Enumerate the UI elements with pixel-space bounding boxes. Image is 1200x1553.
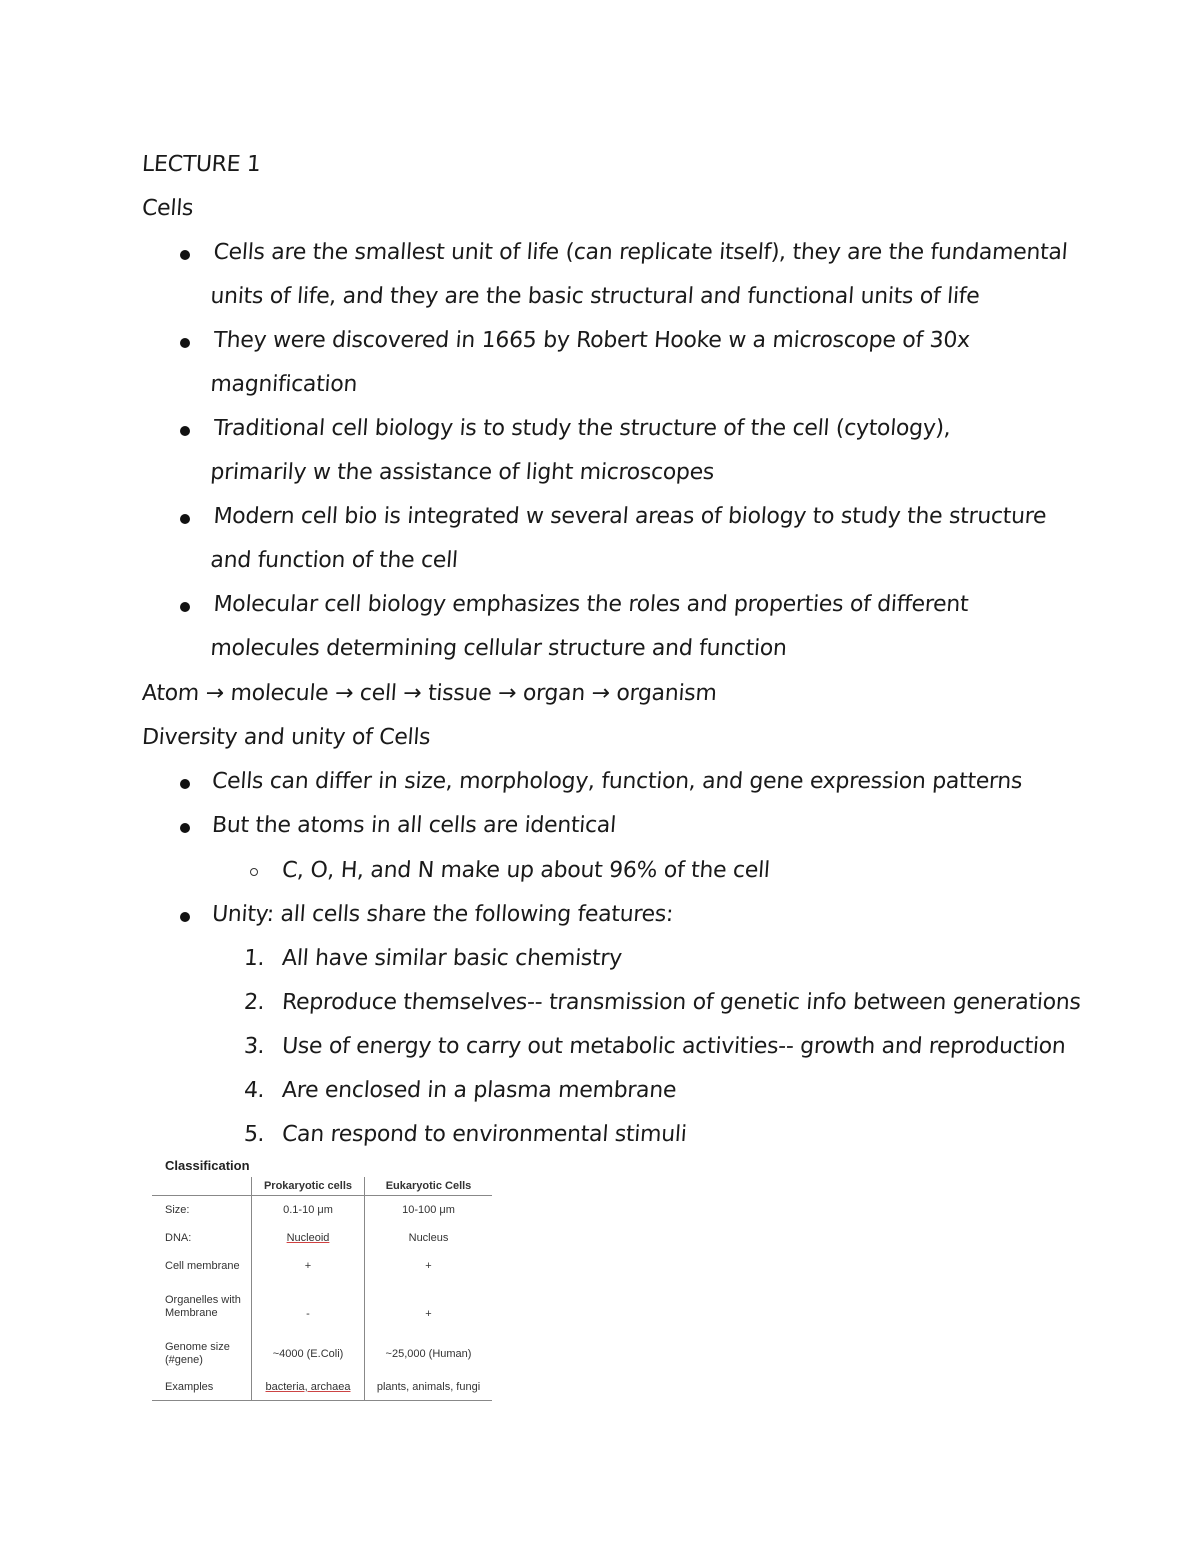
row-label: Examples bbox=[152, 1374, 252, 1401]
bullet-text: Molecular cell biology emphasizes the roles and properties of different molecules determining cellular structure and function bbox=[209, 592, 970, 661]
list-item bbox=[209, 231, 1075, 319]
eukaryotic-cell: ~25,000 (Human) bbox=[385, 1347, 472, 1360]
prokaryotic-cell: Nucleoid bbox=[286, 1231, 330, 1244]
numbered-item bbox=[242, 1069, 677, 1113]
lecture-title: LECTURE 1 bbox=[141, 152, 262, 177]
sub-bullet-circle bbox=[250, 868, 258, 876]
bullet-dot bbox=[180, 779, 190, 789]
bullet-dot bbox=[180, 602, 190, 612]
item-text: Reproduce themselves-- transmission of genetic info between generations bbox=[281, 990, 1082, 1015]
list-item bbox=[209, 319, 975, 407]
table-header-cell: Prokaryotic cells bbox=[252, 1177, 365, 1196]
bullet-dot bbox=[180, 912, 190, 922]
item-number: 1. bbox=[243, 946, 266, 971]
list-item bbox=[209, 495, 1075, 583]
numbered-item bbox=[242, 1025, 1067, 1069]
list-item bbox=[209, 407, 1045, 495]
bullet-text: Cells can differ in size, morphology, function, and gene expression patterns bbox=[211, 769, 1024, 794]
bullet-text: Unity: all cells share the following features: bbox=[211, 902, 675, 927]
item-number: 4. bbox=[243, 1078, 266, 1103]
table-row bbox=[152, 1374, 492, 1401]
hierarchy-line: Atom → molecule → cell → tissue → organ → organism bbox=[141, 681, 718, 706]
item-number: 2. bbox=[243, 990, 266, 1015]
eukaryotic-cell: 10-100 μm bbox=[402, 1203, 455, 1216]
row-label: Cell membrane bbox=[152, 1252, 252, 1280]
list-item bbox=[280, 849, 1143, 893]
prokaryotic-cell: + bbox=[252, 1252, 365, 1280]
row-label: Size: bbox=[152, 1196, 252, 1225]
table-row bbox=[152, 1280, 492, 1334]
table-row bbox=[152, 1196, 492, 1225]
item-number: 5. bbox=[243, 1122, 266, 1147]
table-row bbox=[152, 1224, 492, 1252]
table-row bbox=[152, 1334, 492, 1374]
bullet-text: Traditional cell biology is to study the structure of the cell (cytology), primarily w the assistance of light microscopes bbox=[209, 416, 952, 485]
prokaryotic-cell-wrap bbox=[252, 1374, 365, 1401]
eukaryotic-cell: plants, animals, fungi bbox=[365, 1374, 493, 1401]
numbered-item bbox=[242, 981, 1082, 1025]
prokaryotic-cell: 0.1-10 μm bbox=[252, 1196, 365, 1225]
eukaryotic-cell: Nucleus bbox=[408, 1231, 449, 1244]
table-title: Classification bbox=[165, 1158, 250, 1173]
bullet-text: But the atoms in all cells are identical bbox=[211, 813, 617, 838]
item-text: All have similar basic chemistry bbox=[281, 946, 623, 971]
row-label: Genome size (#gene) bbox=[152, 1334, 252, 1374]
bullet-dot bbox=[180, 338, 190, 348]
sub-bullet-text: C, O, H, and N make up about 96% of the cell bbox=[281, 858, 771, 883]
bullet-text: Modern cell bio is integrated w several areas of biology to study the structure and function of the cell bbox=[209, 504, 1048, 573]
item-text: Use of energy to carry out metabolic activities-- growth and reproduction bbox=[281, 1034, 1067, 1059]
table-header-cell bbox=[152, 1177, 252, 1196]
bullet-dot bbox=[180, 250, 190, 260]
bullet-text: Cells are the smallest unit of life (can replicate itself), they are the fundamental units of life, and they are the basic structural and functional units of life bbox=[209, 240, 1069, 309]
classification-table bbox=[152, 1177, 492, 1401]
eukaryotic-cell: + bbox=[425, 1259, 432, 1272]
list-item bbox=[210, 760, 1073, 804]
list-item bbox=[210, 893, 1073, 937]
bullet-dot bbox=[180, 823, 190, 833]
eukaryotic-cell: + bbox=[425, 1307, 432, 1320]
bullet-text: They were discovered in 1665 by Robert Hooke w a microscope of 30x magnification bbox=[209, 328, 971, 397]
row-label: Organelles with Membrane bbox=[152, 1280, 252, 1334]
row-label: DNA: bbox=[152, 1224, 252, 1252]
list-item bbox=[210, 804, 1073, 848]
section-heading-cells: Cells bbox=[141, 196, 195, 221]
item-number: 3. bbox=[243, 1034, 266, 1059]
classification-table-image bbox=[152, 1158, 497, 1401]
section-heading-diversity: Diversity and unity of Cells bbox=[141, 725, 432, 750]
bullet-dot bbox=[180, 426, 190, 436]
item-text: Are enclosed in a plasma membrane bbox=[281, 1078, 678, 1103]
list-item bbox=[209, 583, 1065, 671]
table-header-row bbox=[152, 1177, 492, 1196]
prokaryotic-cell: bacteria, archaea bbox=[265, 1380, 351, 1393]
bullet-dot bbox=[180, 514, 190, 524]
item-text: Can respond to environmental stimuli bbox=[281, 1122, 688, 1147]
numbered-item bbox=[242, 937, 623, 981]
table-row bbox=[152, 1252, 492, 1280]
prokaryotic-cell: ~4000 (E.Coli) bbox=[252, 1334, 365, 1374]
numbered-item bbox=[242, 1113, 688, 1157]
table-header-cell: Eukaryotic Cells bbox=[365, 1177, 493, 1196]
prokaryotic-cell-wrap bbox=[252, 1224, 365, 1252]
prokaryotic-cell: - bbox=[252, 1280, 365, 1334]
